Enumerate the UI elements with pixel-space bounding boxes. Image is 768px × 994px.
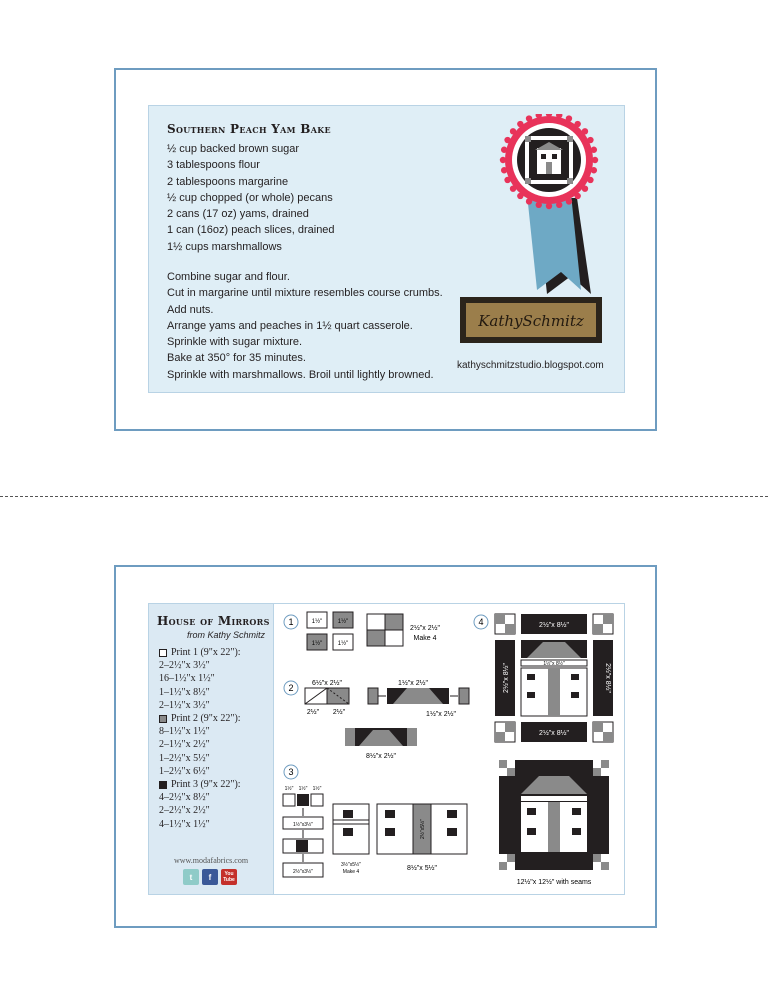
recipe-card [114, 68, 657, 431]
step1-make: Make 4 [413, 635, 437, 642]
dim-label: 6½"x 2½" [312, 680, 342, 687]
dim-label: 3½"x5½" [341, 862, 361, 868]
block-assembly-diagram [273, 604, 625, 894]
website-link[interactable]: www.modafabrics.com [173, 856, 249, 865]
step2-result: 8½"x 2½" [366, 753, 396, 760]
pattern-panel [148, 603, 625, 895]
social-links [183, 869, 237, 885]
facebook-icon[interactable]: f [202, 869, 218, 885]
ingredient-list [167, 141, 335, 255]
recipe-steps [167, 269, 443, 383]
cut-item: 1–1½"x 8½" [159, 686, 210, 698]
step-number: 4 [478, 617, 484, 627]
step-item: Cut in margarine until mixture resembles course crumbs. [167, 287, 443, 300]
materials-sidebar [149, 604, 274, 894]
cut-item: 2–2½"x 3½" [159, 660, 210, 672]
youtube-icon[interactable]: You Tube [221, 869, 237, 885]
step-item: Bake at 350° for 35 minutes. [167, 352, 306, 365]
cut-item: 4–2½"x 8½" [159, 792, 210, 804]
designer-credit: from Kathy Schmitz [186, 630, 265, 640]
step-number: 3 [288, 767, 294, 777]
cut-item: 2–1½"x 3½" [159, 699, 210, 711]
print-label: Print 1 (9"x 22"): [171, 647, 241, 658]
materials-list [159, 646, 241, 831]
step3-result: 8½"x 5½" [407, 865, 437, 872]
dim-label: 2½"x 8½" [604, 663, 611, 693]
dim-label: 2½" [306, 709, 320, 716]
dim-label: 1½" [337, 619, 349, 625]
cut-item: 4–1½"x 1½" [159, 818, 210, 830]
kathy-schmitz-logo [460, 297, 602, 343]
dim-label: 2½"x 8½" [539, 730, 569, 737]
final-block-size: 12½"x 12½" with seams [516, 879, 592, 886]
ingredient-item: 1 can (16oz) peach slices, drained [167, 224, 335, 237]
step-item: Add nuts. [167, 303, 214, 316]
ingredient-item: 1½ cups marshmallows [167, 240, 282, 253]
dim-label: 1½"x3½" [293, 822, 313, 828]
step-item: Arrange yams and peaches in 1½ quart casserole. [167, 319, 413, 332]
ingredient-item: 2 tablespoons margarine [167, 175, 289, 188]
cut-item: 1–2½"x 5½" [159, 752, 210, 764]
pattern-title: House of Mirrors [157, 614, 270, 628]
cut-item: 1–2½"x 6½" [159, 765, 210, 777]
ingredient-item: ½ cup backed brown sugar [167, 143, 300, 155]
print-label: Print 3 (9"x 22"): [171, 779, 241, 791]
dim-label: 1½" [311, 641, 323, 647]
step-number: 2 [288, 683, 294, 693]
cut-line-divider [0, 496, 768, 497]
dim-label: 2½"x 8½" [503, 663, 510, 693]
step-item: Combine sugar and flour. [167, 271, 290, 283]
cut-item: 8–1½"x 1½" [159, 726, 210, 738]
step-item: Sprinkle with marshmallows. Broil until lightly browned. [167, 368, 434, 381]
dim-label: 1½"x 2½" [398, 680, 428, 687]
recipe-title: Southern Peach Yam Bake [167, 122, 331, 136]
dim-label: Make 4 [342, 869, 360, 875]
ingredient-item: 2 cans (17 oz) yams, drained [167, 208, 309, 221]
gray-swatch-icon [159, 715, 167, 723]
logo-text: KathySchmitz [478, 312, 584, 330]
dim-label: 2½"x3½" [293, 869, 313, 875]
dim-label: 1½"x 8½" [543, 661, 565, 667]
award-ribbon-icon [489, 114, 614, 294]
black-swatch-icon [159, 781, 167, 789]
cut-item: 2–2½"x 2½" [159, 805, 210, 817]
dim-label: 1½" [312, 786, 322, 792]
dim-label: 2½"x 8½" [539, 622, 569, 629]
cut-item: 2–1½"x 2½" [159, 739, 210, 751]
ingredient-item: 3 tablespoons flour [167, 159, 260, 172]
step-number: 1 [288, 617, 294, 627]
white-swatch-icon [159, 649, 167, 657]
dim-label: 2½"x5½" [420, 819, 426, 839]
cut-item: 16–1½"x 1½" [159, 673, 215, 685]
step-item: Sprinkle with sugar mixture. [167, 336, 303, 349]
dim-label: 1½" [298, 786, 308, 792]
ingredient-item: ½ cup chopped (or whole) pecans [167, 191, 333, 204]
pattern-card [114, 565, 657, 928]
print-label: Print 2 (9"x 22"): [171, 713, 241, 725]
dim-label: 1½" [311, 619, 323, 625]
dim-label: 1½"x 2½" [426, 711, 456, 718]
recipe-panel [148, 105, 625, 393]
step1-result: 2½"x 2½" [410, 625, 440, 632]
dim-label: 2½" [332, 709, 346, 716]
dim-label: 1½" [284, 786, 294, 792]
blog-url[interactable]: kathyschmitzstudio.blogspot.com [457, 360, 604, 371]
dim-label: 1½" [337, 641, 349, 647]
twitter-icon[interactable]: t [183, 869, 199, 885]
